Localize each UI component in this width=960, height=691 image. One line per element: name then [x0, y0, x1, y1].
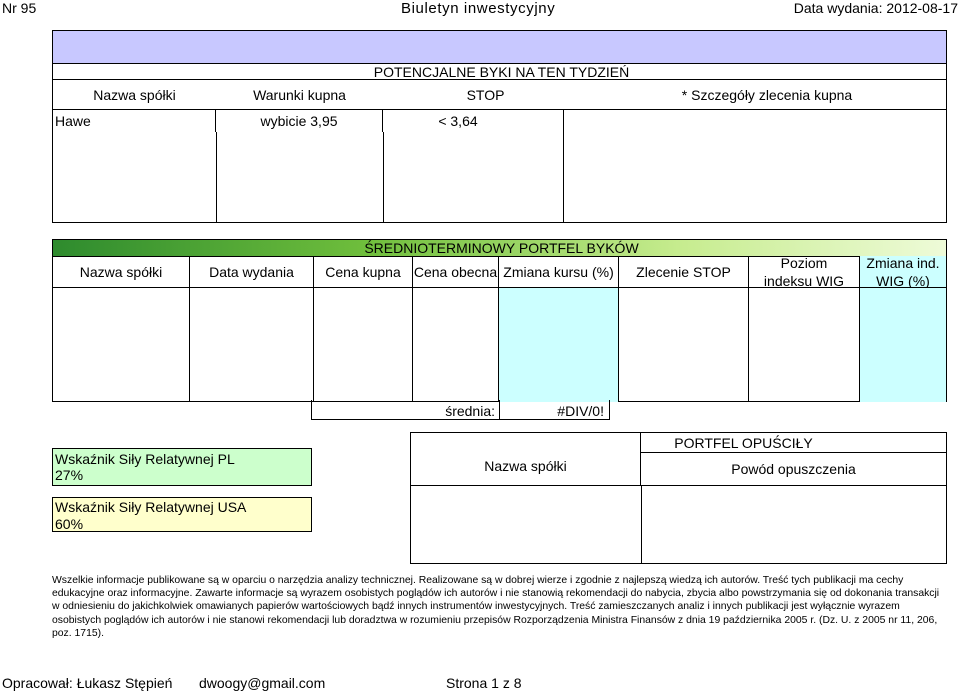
rsi-pl-label: Wskaźnik Siły Relatywnej PL — [55, 451, 235, 467]
footer-email[interactable]: dwoogy@gmail.com — [199, 675, 326, 691]
byki-title — [53, 64, 946, 80]
byki-header-row — [53, 80, 946, 110]
byki-col-stop: STOP — [466, 86, 505, 103]
byki-row-details — [563, 110, 946, 132]
byki-col-name: Nazwa spółki — [93, 86, 176, 103]
portfel-body-stop — [619, 288, 749, 402]
portfel-table — [52, 256, 947, 402]
byki-col-details: * Szczegóły zlecenia kupna — [681, 86, 853, 103]
opuscily-col-name: Nazwa spółki — [411, 433, 641, 486]
opuscily-title: PORTFEL OPUŚCIŁY — [674, 434, 813, 451]
byki-row-name: Hawe — [53, 110, 216, 132]
disclaimer-text: Wszelkie informacje publikowane są w oparciu o narzędzia analizy technicznej. Realizowane są w dobrej wierze i zgodnie z najlepszą wiedzą ich autorów. Treść tych publikacji ma cechy edukacyjne oraz informacyjne. Zawarte informacje są wyrazem osobistych poglądów ich autorów i nie stanowią rekomendacji do nabycia, zbycia albo powstrzymania się od dokonania transakcji w odniesieniu do jakichkolwiek omawianych papierów wartościowych bądź innych instrumentów inwestycyjnych. Treść zamieszczanych analiz i innych publikacji jest wyłącznie wyrazem osobistych poglądów ich autorów i nie stanowi rekomendacji lub doradztwa w rozumieniu przepisów Rozporządzenia Ministra Finansów z dnia 19 października 2005 r. (Dz. U. z 2005 nr 11, 206, poz. 1715). — [52, 575, 940, 639]
opuscily-col-reason: Powód opuszczenia — [641, 452, 946, 486]
portfel-col-stop: Zlecenie STOP — [619, 256, 749, 288]
rsi-pl-value: 27% — [55, 467, 84, 483]
opuscily-body-divider — [641, 486, 642, 563]
portfel-col-wig-level: Poziom indeksu WIG — [749, 256, 860, 288]
rsi-usa-value: 60% — [55, 516, 84, 532]
average-label: średnia: — [312, 400, 500, 419]
portfel-body-current — [413, 288, 499, 402]
rsi-pl-box — [52, 448, 312, 486]
rsi-usa-box — [52, 497, 312, 532]
footer-page-number: Strona 1 z 8 — [446, 675, 522, 691]
portfel-col-wig-change: Zmiana ind. WIG (%) — [860, 256, 946, 288]
portfel-body-change — [499, 288, 619, 402]
portfel-body-wig — [749, 288, 860, 402]
portfel-body-name — [53, 288, 190, 402]
portfel-body-date — [190, 288, 314, 402]
rsi-usa-label: Wskaźnik Siły Relatywnej USA — [55, 499, 247, 515]
byki-divider-1 — [216, 132, 217, 222]
issue-number: Nr 95 — [2, 0, 37, 16]
byki-table — [52, 63, 947, 223]
portfel-col-change: Zmiana kursu (%) — [499, 256, 619, 288]
byki-divider-3 — [563, 132, 564, 222]
portfel-body-wig-change — [860, 288, 946, 402]
publication-date: Data wydania: 2012-08-17 — [793, 0, 958, 16]
byki-title-text: POTENCJALNE BYKI NA TEN TYDZIEŃ — [373, 63, 630, 80]
portfel-body-buy — [314, 288, 413, 402]
byki-row-condition: wybicie 3,95 — [216, 110, 383, 132]
average-value: #DIV/0! — [557, 403, 604, 419]
byki-col-condition: Warunki kupna — [253, 86, 346, 103]
bulletin-title: Biuletyn inwestycyjny — [401, 0, 556, 17]
table-row — [53, 110, 946, 132]
byki-empty-body — [53, 132, 946, 222]
byki-divider-2 — [383, 132, 384, 222]
portfel-col-date: Data wydania — [190, 256, 314, 288]
footer-author: Opracował: Łukasz Stępień — [2, 675, 173, 691]
average-row — [311, 400, 610, 420]
byki-top-band — [52, 30, 947, 64]
portfel-title-text: ŚREDNIOTERMINOWY PORTFEL BYKÓW — [364, 240, 639, 256]
opuscily-table — [410, 432, 947, 564]
portfel-col-current-price: Cena obecna — [413, 256, 499, 288]
portfel-col-buy-price: Cena kupna — [314, 256, 413, 288]
portfel-col-name: Nazwa spółki — [53, 256, 190, 288]
byki-row-stop: < 3,64 — [438, 113, 478, 129]
